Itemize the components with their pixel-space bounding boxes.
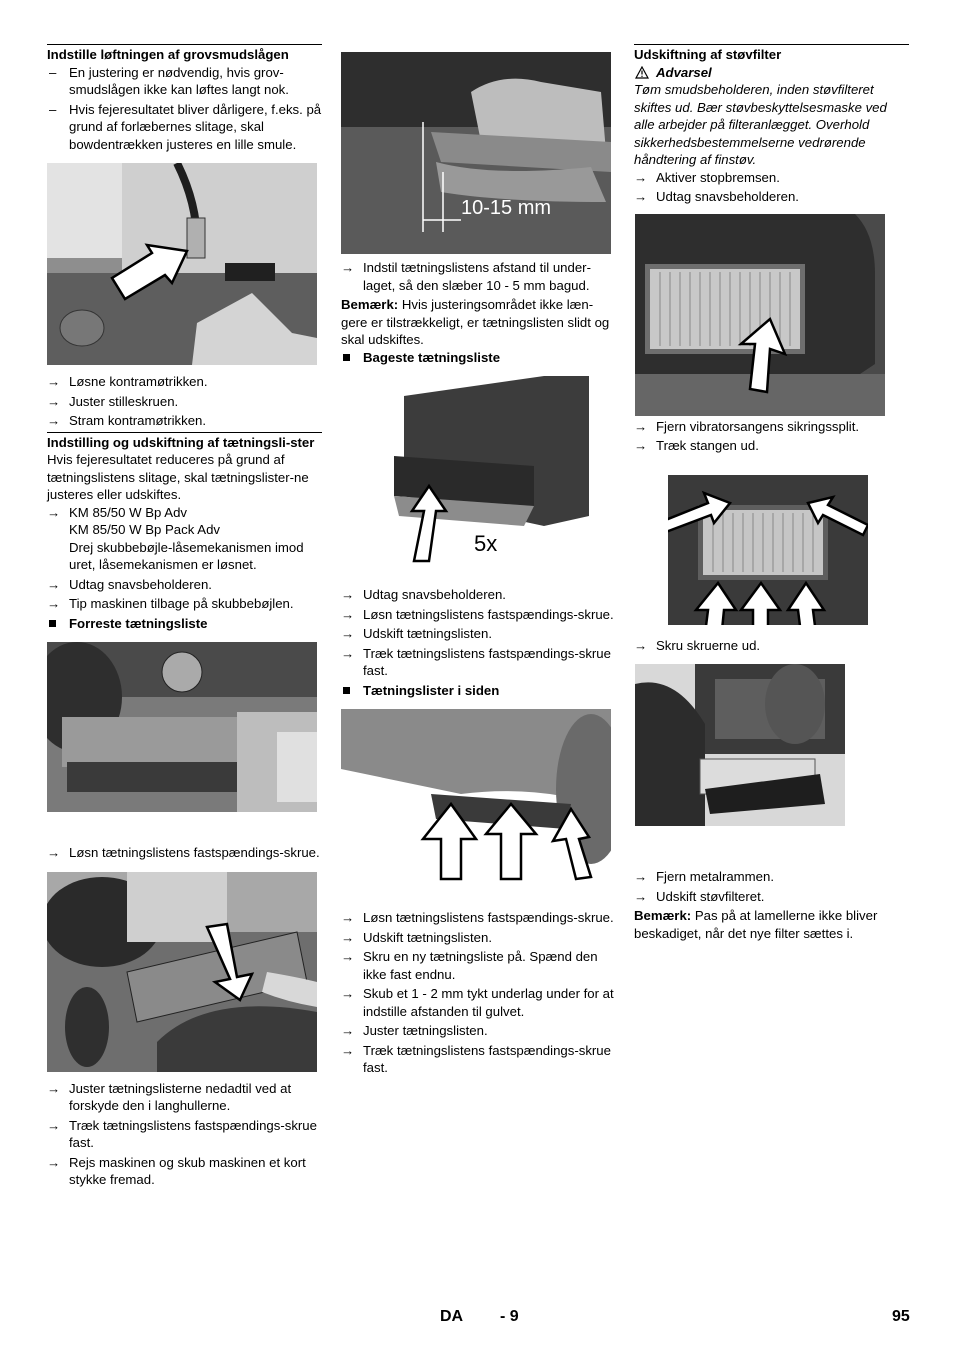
figure-adjust-screw [47, 163, 317, 365]
step: → Træk tætningslistens fastspændings-skrue fast. [341, 645, 611, 678]
step: → Indstil tætningslistens afstand til under-laget, så den slæber 10 - 5 mm bagud. [341, 260, 591, 293]
arrow-right-icon: → [341, 606, 355, 622]
warning-icon [635, 66, 649, 79]
intro-text: Hvis fejeresultatet reduceres på grund af tætningslistens slitage, skal tætningslister-ne justeres eller udskiftes. [47, 452, 309, 502]
step: → Løsn tætningslistens fastspændings-skrue. [341, 606, 614, 622]
note: Bemærk: Pas på at lamellerne ikke bliver beskadiget, når det nye filter sættes i. [634, 908, 878, 941]
arrow-right-icon: → [341, 645, 355, 661]
arrow-right-icon: → [341, 260, 355, 275]
heading-seal-strips: Indstilling og udskiftning af tætningsli-ster [47, 432, 322, 452]
step: → Stram kontramøtrikken. [47, 413, 207, 428]
arrow-right-icon: → [47, 1154, 61, 1170]
step: → Rejs maskinen og skub maskinen et kort stykke fremad. [47, 1154, 306, 1187]
step: → Tip maskinen tilbage på skubbebøjlen. [47, 596, 294, 611]
step: → Skru skruerne ud. [634, 637, 761, 653]
column-1 [47, 44, 322, 1191]
dash-icon: – [49, 101, 57, 117]
heading-lift-adjust: Indstille løftningen af grovsmudslågen [47, 44, 322, 64]
figure-filter-housing [635, 214, 885, 416]
subheading-front: Forreste tætningsliste [47, 615, 322, 633]
arrow-right-icon: → [634, 418, 648, 434]
step: → Aktiver stopbremsen. [634, 169, 780, 185]
arrow-right-icon: → [341, 929, 355, 945]
arrow-right-icon: → [47, 504, 61, 520]
step: → Træk tætningslistens fastspændings-skrue fast. [47, 1117, 317, 1150]
arrow-right-icon: → [47, 1080, 61, 1096]
column-3 [634, 44, 909, 942]
step: → Træk stangen ud. [634, 438, 759, 453]
arrow-right-icon: → [47, 413, 61, 428]
dash-icon: – [49, 64, 57, 80]
arrow-right-icon: → [47, 576, 61, 592]
arrow-right-icon: → [341, 626, 355, 641]
arrow-right-icon: → [47, 1117, 61, 1133]
fig-count-label: 5x [474, 531, 498, 556]
step: → Udtag snavsbeholderen. [341, 587, 506, 602]
model-desc: Drej skubbebøjle-låsemekanismen imod uret, låsemekanismen er løsnet. [69, 539, 304, 572]
arrow-right-icon: → [47, 374, 61, 389]
arrow-right-icon: → [634, 438, 648, 453]
step: → Udskift støvfilteret. [634, 888, 765, 904]
arrow-right-icon: → [634, 637, 648, 653]
arrow-right-icon: → [634, 169, 648, 185]
arrow-right-icon: → [634, 869, 648, 884]
arrow-right-icon: → [341, 1042, 355, 1058]
footer-language: DA [440, 1308, 464, 1325]
step: → Udskift tætningslisten. [341, 929, 492, 945]
arrow-right-icon: → [341, 986, 355, 1001]
figure-filter-replace [635, 664, 845, 826]
figure-seal-downward [47, 872, 317, 1072]
step-models: → KM 85/50 W Bp Adv [47, 504, 188, 520]
figure-side-seal [341, 709, 611, 884]
model-2: KM 85/50 W Bp Pack Adv [69, 522, 220, 537]
step: → Løsn tætningslistens fastspændings-skrue. [341, 910, 614, 925]
warning-text: Tøm smudsbeholderen, inden støvfilteret skiftes ud. Bær støvbeskyttelsesmaske ved alle arbejder på filteranlægget. Overhold sikkerhedsbestemmelserne vedrørende håndtering af finstøv. [634, 82, 887, 167]
step: → Løsne kontramøtrikken. [47, 374, 208, 389]
arrow-right-icon: → [341, 1023, 355, 1038]
step: → Juster tætningslisten. [341, 1023, 488, 1038]
warning-heading: Advarsel [634, 64, 909, 82]
step: → Juster tætningslisterne nedadtil ved at forskyde den i langhullerne. [47, 1080, 292, 1113]
note: Bemærk: Hvis justeringsområdet ikke læn-gere er tilstrækkeligt, er tætningslisten slidt og skal udskiftes. [341, 297, 610, 347]
dash-item: – En justering er nødvendig, hvis grov-smudslågen ikke kan løftes langt nok. [49, 64, 289, 97]
figure-filter-screws [668, 475, 868, 625]
step: → Skub et 1 - 2 mm tykt underlag under for at indstille afstanden til gulvet. [341, 986, 614, 1019]
step: → Træk tætningslistens fastspændings-skrue fast. [341, 1042, 611, 1075]
dash-item: – Hvis fejeresultatet bliver dårligere, f.eks. på grund af forlæbernes slitage, skal bowdentrækken justeres en lille smule. [49, 101, 322, 152]
step: → Fjern vibratorsangens sikringssplit. [634, 418, 860, 434]
arrow-right-icon: → [341, 910, 355, 925]
footer-page-number: 95 [892, 1308, 910, 1325]
fig-dim-label: 10-15 mm [461, 197, 552, 219]
arrow-right-icon: → [634, 888, 648, 904]
step: → Løsn tætningslistens fastspændings-skrue. [47, 845, 320, 860]
arrow-right-icon: → [47, 845, 61, 860]
figure-gap-measure [341, 52, 611, 254]
step: → Juster stilleskruen. [47, 393, 179, 409]
arrow-right-icon: → [341, 949, 355, 964]
arrow-right-icon: → [47, 596, 61, 611]
step: → Fjern metalrammen. [634, 869, 774, 884]
column-2 [341, 52, 614, 1079]
step: → Udtag snavsbeholderen. [47, 576, 212, 592]
step: → Skru en ny tætningsliste på. Spænd den ikke fast endnu. [341, 949, 598, 982]
square-bullet-icon [343, 354, 350, 361]
arrow-right-icon: → [341, 587, 355, 602]
step: → Udskift tætningslisten. [341, 626, 492, 641]
arrow-right-icon: → [47, 393, 61, 409]
arrow-right-icon: → [634, 189, 648, 204]
heading-dust-filter: Udskiftning af støvfilter [634, 44, 909, 64]
square-bullet-icon [49, 620, 56, 627]
square-bullet-icon [343, 687, 350, 694]
figure-front-seal [47, 642, 317, 812]
figure-rear-seal [384, 376, 589, 566]
subheading-rear: Bageste tætningsliste [341, 349, 614, 367]
step: → Udtag snavsbeholderen. [634, 189, 799, 204]
footer-section: - 9 [500, 1308, 519, 1325]
subheading-side: Tætningslister i siden [341, 682, 614, 700]
